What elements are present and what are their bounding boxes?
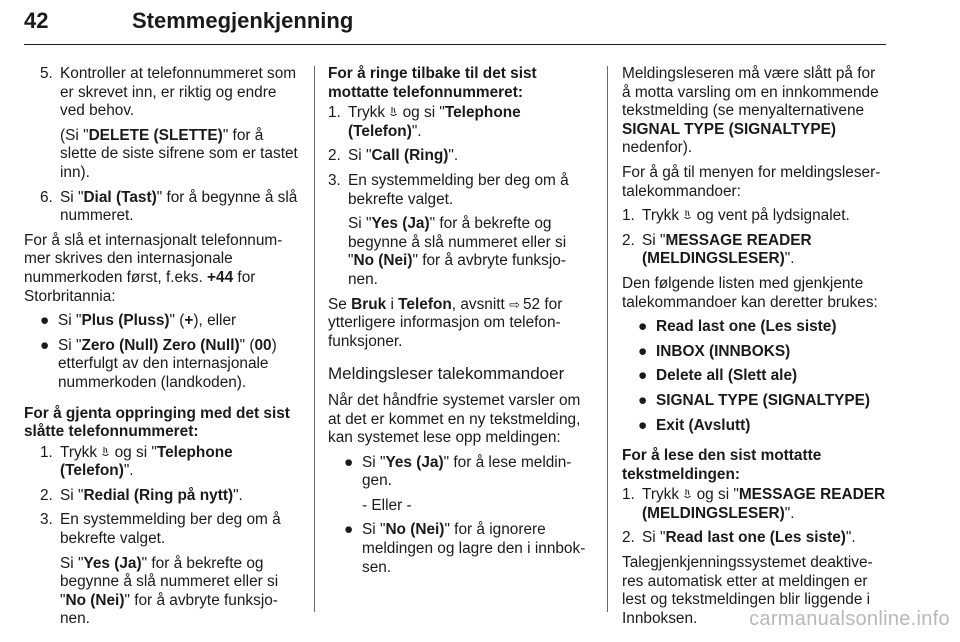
- section-heading: For å ringe tilbake til det sist mottatte telefonnummeret:: [328, 65, 537, 101]
- bullet-icon: ●: [638, 416, 648, 434]
- list-item: 1. Trykk og si "MESSAGE READER (MELDINGSLESER)".: [622, 486, 886, 522]
- section-title: Meldingsleser talekommandoer: [328, 364, 565, 384]
- page-number: 42: [24, 8, 49, 33]
- list-subtext: Si "Yes (Ja)" for å bekrefte og begynne å slå nummeret eller si "No (Nei)" for å avbryte funksjo-nen.: [348, 215, 567, 288]
- bullet-icon: ●: [638, 342, 648, 360]
- list-item: 6. Si "Dial (Tast)" for å begynne å slå nummeret.: [40, 188, 298, 225]
- command-item: ● INBOX (INNBOKS): [638, 342, 791, 360]
- command-item: ● Exit (Avslutt): [638, 416, 751, 434]
- column-divider: [314, 66, 315, 612]
- command-item: ● Read last one (Les siste): [638, 318, 837, 336]
- command-item: ● Delete all (Slett ale): [638, 367, 798, 385]
- list-item: 2. Si "MESSAGE READER (MELDINGSLESER)".: [622, 231, 812, 268]
- watermark: carmanualsonline.info: [749, 608, 950, 630]
- bullet-icon: ●: [344, 453, 354, 471]
- bullet-item: ● Si "Zero (Null) Zero (Null)" (00) etterfulgt av den internasjonale nummerkoden (landkoden).: [40, 336, 277, 391]
- bullet-icon: ●: [638, 318, 648, 336]
- list-item: 3. En systemmelding ber deg om å bekrefte valget.: [40, 511, 281, 548]
- microphone-icon: [683, 488, 692, 500]
- page-title: Stemmegjenkjenning: [132, 8, 354, 33]
- list-item: 2. Si "Call (Ring)".: [328, 147, 459, 165]
- paragraph: For å slå et internasjonalt telefonnum-mer skrives den internasjonale nummerkoden først, f.eks. +44 for Storbritannia:: [24, 231, 283, 305]
- bullet-icon: ●: [638, 367, 648, 385]
- list-item: 1. Trykk og vent på lydsignalet.: [622, 207, 850, 225]
- paragraph: Når det håndfrie systemet varsler om at det er kommet en ny tekstmelding, kan systemet lese opp meldingen:: [328, 391, 581, 447]
- command-item: ● SIGNAL TYPE (SIGNALTYPE): [638, 391, 871, 409]
- list-subtext: Si "Yes (Ja)" for å bekrefte og begynne å slå nummeret eller si "No (Nei)" for å avbryte funksjo-nen.: [60, 554, 279, 628]
- bullet-item: ● Si "Plus (Pluss)" (+), eller: [40, 312, 237, 330]
- list-item: 1. Trykk og si "Telephone (Telefon)".: [40, 443, 233, 480]
- list-item: 3. En systemmelding ber deg om å bekrefte valget.: [328, 171, 569, 208]
- page-header: [24, 6, 886, 45]
- list-subtext: - Eller -: [362, 496, 412, 514]
- bullet-item: ● Si "Yes (Ja)" for å lese meldin-gen.: [344, 453, 572, 490]
- list-item: 2. Si "Read last one (Les siste)".: [622, 529, 856, 547]
- list-subtext: (Si "DELETE (SLETTE)" for å slette de siste sifrene som er tastet inn).: [60, 126, 298, 181]
- microphone-icon: [389, 106, 398, 118]
- microphone-icon: [101, 446, 110, 458]
- column-divider: [607, 66, 608, 612]
- column-left: [24, 66, 300, 635]
- page-reference[interactable]: 52: [522, 295, 541, 313]
- paragraph: Meldingsleseren må være slått på for å motta varsling om en innkommende tekstmelding (se menyalternativene SIGNAL TYPE (SIGNALTYPE) nedenfor).: [622, 65, 879, 157]
- paragraph: Den følgende listen med gjenkjente talekommandoer kan deretter brukes:: [622, 274, 878, 311]
- list-item: 2. Si "Redial (Ring på nytt)".: [40, 486, 243, 504]
- arrow-reference-icon[interactable]: ⇨: [509, 296, 520, 312]
- paragraph: Se Bruk i Telefon, avsnitt ⇨ 52 for ytterligere informasjon om telefon-funksjoner.: [328, 295, 563, 350]
- column-right: [622, 66, 888, 634]
- section-heading: For å lese den sist mottatte tekstmeldingen:: [622, 447, 822, 483]
- bullet-icon: ●: [40, 312, 50, 330]
- bullet-icon: ●: [344, 521, 354, 539]
- list-item: 5. Kontroller at telefonnummeret som er skrevet inn, er riktig og endre ved behov.: [40, 65, 297, 120]
- microphone-icon: [683, 209, 692, 221]
- paragraph: Talegjenkjenningssystemet deaktive-res automatisk etter at meldingen er lest og tekstmeldingen blir liggende i Innboksen.: [622, 554, 873, 627]
- list-item: 1. Trykk og si "Telephone (Telefon)".: [328, 104, 521, 140]
- section-heading: For å gjenta oppringing med det sist slåtte telefonnummeret:: [24, 404, 290, 441]
- paragraph: For å gå til menyen for meldingsleser-talekommandoer:: [622, 163, 881, 200]
- bullet-icon: ●: [638, 391, 648, 409]
- column-middle: [328, 66, 592, 583]
- bullet-icon: ●: [40, 336, 50, 354]
- bullet-item: ● Si "No (Nei)" for å ignorere meldingen og lagre den i innbok-sen.: [344, 521, 586, 576]
